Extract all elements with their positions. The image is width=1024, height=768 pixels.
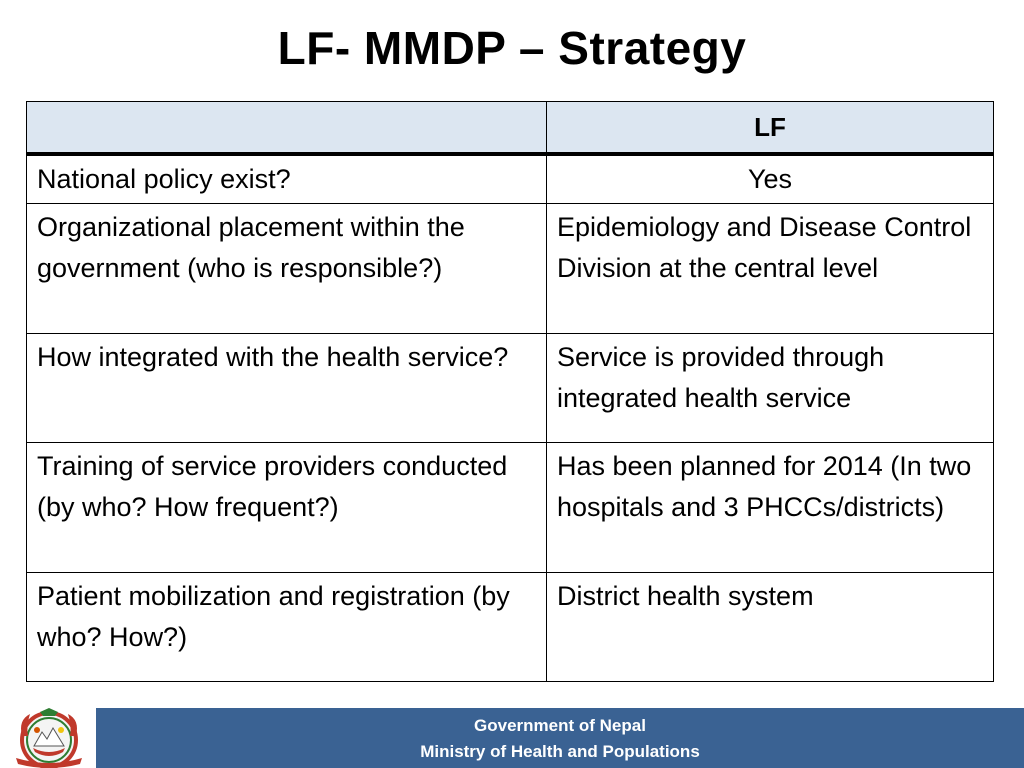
answer-cell: Has been planned for 2014 (In two hospitals and 3 PHCCs/districts) [547, 443, 994, 573]
question-cell: Patient mobilization and registration (by who? How?) [27, 573, 547, 682]
table-row [27, 443, 994, 573]
answer-cell: Service is provided through integrated health service [547, 334, 994, 443]
header-empty-cell [27, 102, 547, 155]
slide-title: LF- MMDP – Strategy [277, 22, 747, 74]
footer-banner [96, 708, 1024, 768]
nepal-emblem-icon [6, 706, 92, 768]
header-lf-cell: LF [547, 102, 994, 155]
question-cell: Training of service providers conducted (by who? How frequent?) [27, 443, 547, 573]
table-row [27, 154, 994, 204]
footer-ministry-text: Ministry of Health and Populations [420, 742, 700, 761]
footer-government-text: Government of Nepal [474, 716, 646, 735]
table-header-row [27, 102, 994, 155]
answer-cell: Epidemiology and Disease Control Division at the central level [547, 204, 994, 334]
table-row [27, 334, 994, 443]
question-cell: Organizational placement within the government (who is responsible?) [27, 204, 547, 334]
strategy-table [26, 101, 994, 682]
answer-cell: Yes [547, 154, 994, 204]
table-row [27, 204, 994, 334]
answer-cell: District health system [547, 573, 994, 682]
table-row [27, 573, 994, 682]
question-cell: How integrated with the health service? [27, 334, 547, 443]
question-cell: National policy exist? [27, 154, 547, 204]
